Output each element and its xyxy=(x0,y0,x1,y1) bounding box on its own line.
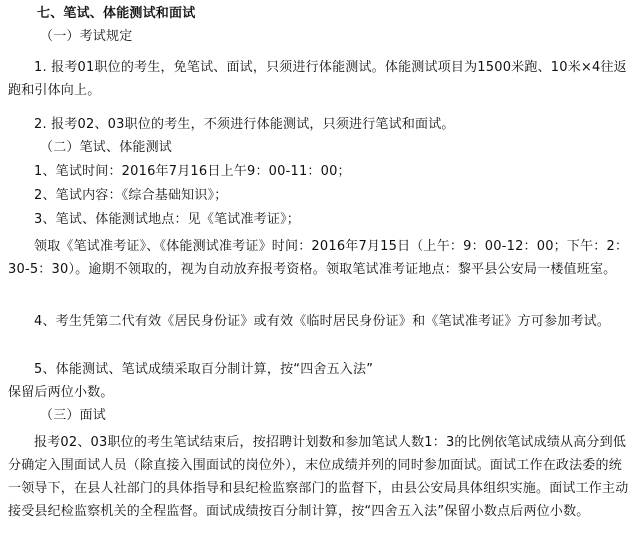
paragraph-ticket-collection: 领取《笔试准考证》、《体能测试准考证》时间：2016年7月15日（上午：9：00-12：00；下午：2：30-5：30）。逾期不领取的，视为自动放弃报考资格。领取笔试准考证地点：黎平县公安局一楼值班室。 xyxy=(8,239,629,277)
paragraph-post01-rule: 1. 报考01职位的考生，免笔试、面试，只须进行体能测试。体能测试项目为1500米跑、10米×4往返跑和引体向上。 xyxy=(8,60,627,98)
subsection-title-written-physical: （二）笔试、体能测试 xyxy=(40,140,173,155)
section-title: 七、笔试、体能测试和面试 xyxy=(37,6,196,21)
item-score-calculation: 5、体能测试、笔试成绩采取百分制计算，按“四舍五入法” xyxy=(34,362,374,377)
paragraph-post02-03-rule: 2. 报考02、03职位的考生，不须进行体能测试，只须进行笔试和面试。 xyxy=(34,117,455,132)
subsection-title-exam-rules: （一）考试规定 xyxy=(40,29,133,44)
item-exam-content: 2、笔试内容：《综合基础知识》； xyxy=(34,188,228,203)
item-exam-time: 1、笔试时间：2016年7月16日上午9：00-11：00； xyxy=(34,164,351,179)
paragraph-interview: 报考02、03职位的考生笔试结束后，按招聘计划数和参加笔试人数1：3的比例依笔试成绩从高分到低分确定入围面试人员（除直接入围面试的岗位外），末位成绩并列的同时参加面试。面试工作在政法委的统一领导下，在县人社部门的具体指导和县纪检监察部门的监督下，由县公安局具体组织实施。面试工作主动接受县纪检监察机关的全程监督。面试成绩按百分制计算，按“四舍五入法”保留小数点后两位小数。 xyxy=(8,435,629,519)
item-exam-location: 3、笔试、体能测试地点：见《笔试准考证》； xyxy=(34,212,300,227)
subsection-title-interview: （三）面试 xyxy=(40,408,107,423)
item-score-calculation-cont: 保留后两位小数。 xyxy=(8,385,114,400)
item-id-requirement: 4、考生凭第二代有效《居民身份证》或有效《临时居民身份证》和《笔试准考证》方可参加考试。 xyxy=(34,314,611,329)
